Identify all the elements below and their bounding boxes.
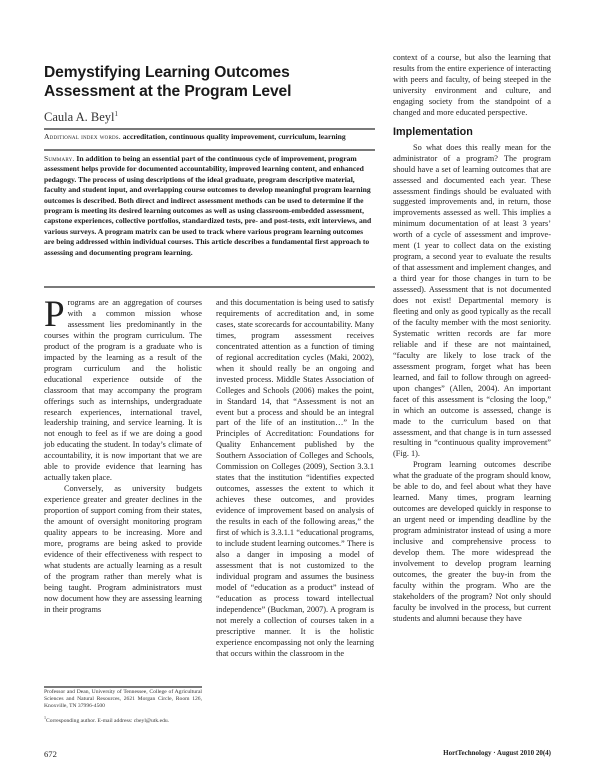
divider-top: [44, 128, 375, 130]
footnote-mark: 1: [44, 715, 46, 721]
abstract-label: Summary.: [44, 154, 75, 163]
author-line: [44, 107, 118, 124]
index-words-label: Additional index words.: [44, 132, 121, 141]
drop-cap: P: [44, 294, 65, 335]
divider-abstract: [44, 286, 375, 288]
paragraph-text: rograms are an aggregation of courses with a common mission whose assessment lies predominantly in the courses within the program curriculum. The product of the program is a graduate who is impacted by the learning as a result of the program curriculum and the holistic educational experience outside of the classroom that may accompany the program offerings such as internships, undergraduate research experiences, international travel, leadership training, and service learning. It is not enough to feel as if we are doing a good job educating the student. In today’s climate of accountability, it is now important that we are able to provide evidence that learning has actually taken place.: [44, 298, 202, 483]
paragraph: Conversely, as university budgets experience greater and greater declines in the proportion of support coming from their states, the amount of oversight monitoring program quality appears to be increasing. More and more, programs are being asked to provide evidence of their effectiveness with respect to what students are actually learning as a result of the program rather than merely what is being taught. Program administrators must now document how they are assessing learning in their programs: [44, 484, 202, 614]
running-footer: HortTechnology · August 2010 20(4): [443, 749, 551, 757]
index-words-text: accreditation, continuous quality improvement, curriculum, learning: [122, 132, 346, 141]
body-column-1: [44, 294, 202, 616]
divider-keywords: [44, 149, 375, 151]
index-words: [44, 133, 375, 142]
paragraph: [44, 294, 202, 484]
page-number: 672: [44, 749, 57, 759]
body-column-3: [393, 53, 551, 625]
article-title: Demystifying Learning Outcomes Assessment at the Program Level: [44, 64, 292, 101]
abstract: [44, 154, 375, 258]
footnote-divider: [44, 686, 202, 688]
paragraph: and this documentation is being used to satisfy requirements of accreditation and, in some cases, state scorecards for accountability. Many times, program assessment receives concentrated attention as a function of timing of regional accreditation cycles (Maki, 2002), when it should really be an ongoing and invested process. Middle States Association of Colleges and Schools (2006) makes the point, in Standard 14, that “Assessment is not an event but a process and should be an integral part of the life of an institution…” In the Principles of Accreditation: Foundations for Quality Enhancement published by the Southern Association of Colleges and Schools, Commission on Colleges (2009), Section 3.3.1 states that the institution “identifies expected outcomes, assesses the extent to which it achieves these outcomes, and provides evidence of improvement based on analysis of the results in each of the following areas,” the first of which is 3.3.1.1 “educational programs, to include student learning outcomes.” There is also a danger in imposing a model of assessment that is not customized to the individual program and assumes the business model of “education as a product” instead of “education as process toward intellectual independence” (Buckman, 2007). A program is not merely a collection of courses taken in a prescriptive manner. It is the holistic experience encompassing not only the learning that occurs within the classroom in the: [216, 298, 374, 658]
author-footnote-mark: 1: [114, 110, 118, 118]
paragraph: So what does this really mean for the administrator of a program? The program should have a set of learning outcomes that are assessed and documented each year. These assessment findings should be evaluated with suggested improvements and, in return, those improvements assessed as well. This implies a minimum documentation of at least 3 years’ worth of a cycle of assessment and improvement (1 year to collect data on the existing program, a second year to evaluate the results of that assessment and implement changes, and a third year for those changes in turn to be assessed). Assessment that is not documented does not exist! Departmental memory is fleeting and only as good typically as the recall of the faculty member with the most seniority. Systematic written records are far more reliable and if these are not maintained, “faculty are likely to lose track of the assessment program, forget what has been learned, and fail to follow through on agreed-upon changes” (Allen, 2004). An important facet of this assessment is “closing the loop,” in which an outcome is assessed, change is made to the curriculum based on that assessment, and that change is in turn assessed resulting in “continuous quality improvement” (Fig. 1).: [393, 142, 551, 459]
corresponding-footnote: [44, 714, 202, 725]
section-heading-implementation: Implementation: [393, 125, 473, 138]
affiliation-footnote: Professor and Dean, University of Tennessee, College of Agricultural Sciences and Natural Resources, 2621 Morgan Circle, Room 126, Knoxville, TN 37996-4500: [44, 689, 202, 710]
author-name: Caula A. Beyl: [44, 110, 115, 125]
footnotes: [44, 689, 202, 729]
body-column-2: [216, 298, 374, 659]
corresponding-text: Corresponding author. E-mail address: cbeyl@utk.edu.: [46, 718, 170, 725]
paragraph: Program learning outcomes describe what the graduate of the program should know, be able to do, and feel about what they have learned. Many times, program learning outcomes are developed quickly in response to an urgent need or impending deadline by the program administrator instead of using a more inclusive and comprehensive process to develop them. The more widespread the involvement to develop program learning outcomes, the greater the buy-in from the faculty within the program. Who are the stakeholders of the program? Not only should faculty be involved in the process, but current students and alumni because they have: [393, 460, 551, 623]
paragraph: context of a course, but also the learning that results from the entire experience of interacting with peers and faculty, of being steeped in the university environment and culture, and engaging society from the standpoint of a changed and more educated perspective.: [393, 53, 551, 117]
abstract-text: In addition to being an essential part of the continuous cycle of improvement, program assessment helps provide for documented accountability, improved learning content, and enhanced pedagogy. The process of using descriptions of the ideal graduate, program descriptive material, faculty and student input, and overlapping course outcomes to develop meaningful program learning outcomes is described. Both direct and indirect assessment methods can be used to determine if the program is meeting its desired learning outcomes as well as using classroom-embedded assessment, capstone experiences, collective portfolios, standardized tests, pre- and post-tests, exit interviews, and various surveys. A program matrix can be used to track where various program learning outcomes are being addressed within individual courses. This article describes a fundamental first approach to assessing and documenting program learning.: [44, 154, 372, 257]
